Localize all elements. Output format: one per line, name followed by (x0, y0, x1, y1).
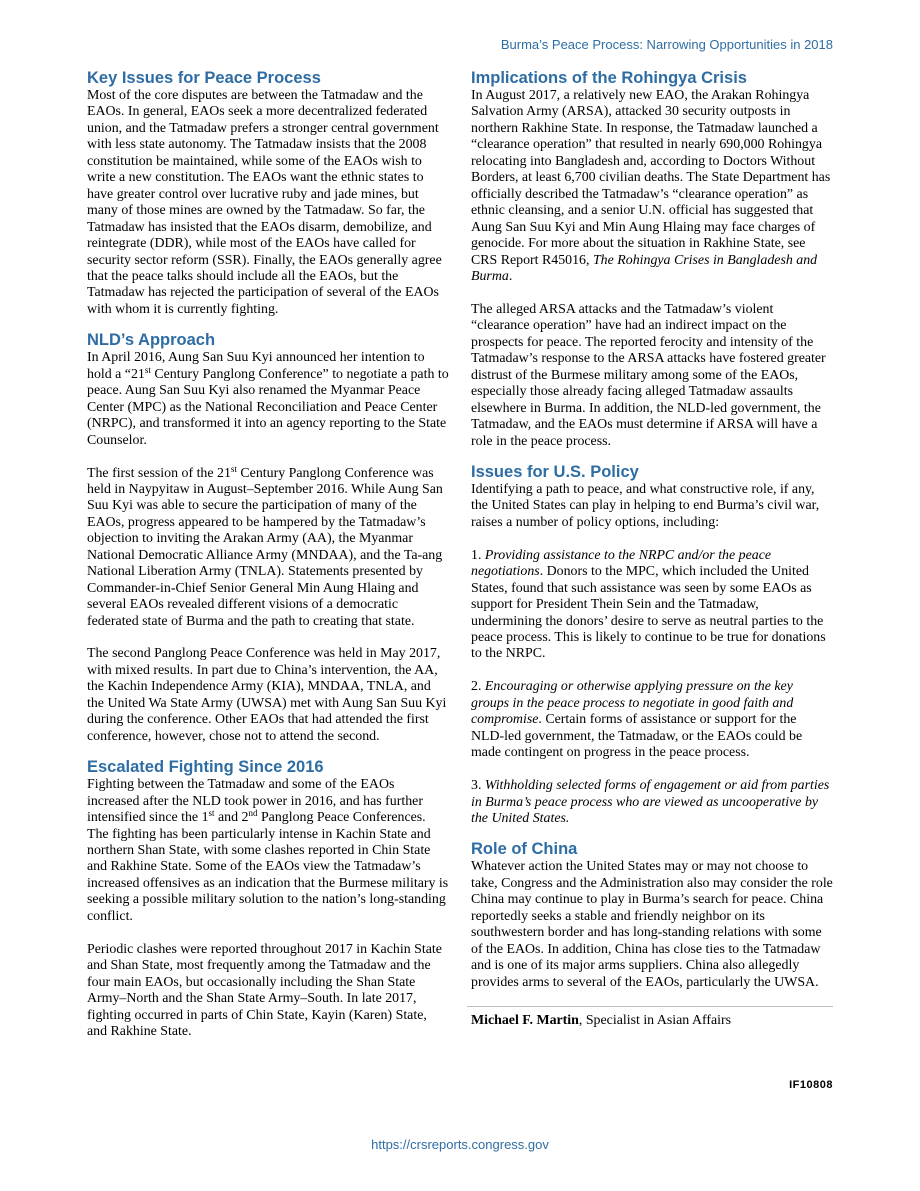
heading-role-of-china: Role of China (471, 840, 578, 859)
author-signature (471, 1013, 833, 1029)
china-paragraph: Whatever action the United States may or may not choose to take, Congress and the Administration also may consider the role China may continue to play in Burma’s search for peace. China reportedly seeks a stable and friendly neighbor on its southwestern border and has long-standing relations with some of the EAOs. In addition, China has close ties to the Tatmadaw and is one of its major arms suppliers. China also allegedly provides arms to several of the EAOs, particularly the UWSA. (471, 859, 833, 990)
author-name: Michael F. Martin (471, 1013, 579, 1029)
rohingya-paragraph-1: In August 2017, a relatively new EAO, the Arakan Rohingya Salvation Army (ARSA), attacked 30 security outposts in northern Rakhine State. In response, the Tatmadaw launched a “clearance operation” that resulted in nearly 690,000 Rohingya relocating into Bangladesh and, according to Doctors Without Borders, at least 6,700 civilian deaths. The State Department has officially described the Tatmadaw’s “clearance operation” as ethnic cleansing, and a senior U.N. official has suggested that Aung San Suu Kyi and Min Aung Hlaing may face charges of genocide. For more about the situation in Rakhine State, see CRS Report R45016, The Rohingya Crises in Bangladesh and Burma. (471, 88, 831, 284)
section-nld-approach (87, 330, 449, 745)
policy-option-1: 1. Providing assistance to the NRPC and/or the peace negotiations. Donors to the MPC, which included the United States, found that such assistance was seen by some EAOs as support for President Thein Sein and the Tatmadaw, undermining the donors’ desire to serve as neutral parties to the peace process. This is likely to continue to be true for donations to the NRPC. (471, 547, 826, 662)
heading-nld-approach: NLD’s Approach (87, 331, 216, 350)
section-rohingya (471, 68, 833, 450)
nld-paragraph-2: The first session of the 21st Century Panglong Conference was held in Naypyitaw in August–September 2016. While Aung San Suu Kyi was able to secure the participation of many of the EAOs, progress appeared to be hampered by the Tatmadaw’s objection to inviting the Arakan Army (AA), the Myanmar National Democratic Alliance Army (MNDAA), and the Ta-ang National Liberation Army (TNLA). Statements presented by Commander-in-Chief Senior General Min Aung Hlaing and several EAOs revealed different visions of a democratic federated state of Burma and the path to creating that state. (87, 463, 443, 629)
crs-report-title: The Rohingya Crises in Bangladesh and Burma (471, 252, 818, 284)
section-escalated-fighting (87, 757, 449, 1040)
policy-intro: Identifying a path to peace, and what constructive role, if any, the United States can play in helping to end Burma’s civil war, raises a number of policy options, including: (471, 481, 820, 530)
fighting-paragraph-1: Fighting between the Tatmadaw and some of the EAOs increased after the NLD took power in 2016, and has further intensified since the 1st and 2nd Panglong Peace Conferences. The fighting has been particularly intense in Kachin State and northern Shan State, with some clashes reported in Chin State and Rakhine State. Some of the EAOs view the Tatmadaw’s increased offensives as an indication that the Burmese military is seeking a possible military solution to the nation’s long-standing conflict. (87, 777, 449, 924)
fighting-paragraph-2: Periodic clashes were reported throughout 2017 in Kachin State and Shan State, most frequently among the Tatmadaw and the four main EAOs, but occasionally including the Shan State Army–North and the Shan State Army–South. In late 2017, fighting occurred in parts of Chin State, Kayin (Karen) State, and Rakhine State. (87, 941, 442, 1039)
heading-escalated-fighting: Escalated Fighting Since 2016 (87, 758, 324, 777)
document-id: IF10808 (789, 1079, 833, 1091)
nld-paragraph-3: The second Panglong Peace Conference was held in May 2017, with mixed results. In part due to China’s intervention, the AA, the Kachin Independence Army (KIA), MNDAA, TNLA, and the United Wa State Army (UWSA) met with Aung San Suu Kyi during the conference. Other EAOs that had attended the first conference, however, chose not to attend the second. (87, 646, 447, 744)
section-role-of-china (471, 839, 833, 991)
heading-us-policy: Issues for U.S. Policy (471, 462, 639, 481)
policy-option-3: 3. Withholding selected forms of engagement or aid from parties in Burma’s peace process who are viewed as uncooperative by the United States. (471, 778, 830, 826)
key-issues-paragraph: Most of the core disputes are between the Tatmadaw and the EAOs. In general, EAOs seek a more decentralized federated union, and the Tatmadaw prefers a stronger central government with less state autonomy. The Tatmadaw insists that the 2008 constitution be maintained, while some of the EAOs wish to write a new constitution. The EAOs want the ethnic states to have greater control over lucrative ruby and jade mines, but many of those mines are owned by the Tatmadaw. So far, the Tatmadaw has insisted that the EAOs disarm, demobilize, and reintegrate (DDR), while most of the EAOs have called for security sector reform (SSR). Finally, the EAOs generally agree that the peace talks should include all the EAOs, but the Tatmadaw has rejected the participation of several of the EAOs with whom it is currently fighting. (87, 88, 442, 317)
footer-link[interactable]: https://crsreports.congress.gov (371, 1137, 549, 1152)
right-column (471, 68, 833, 1030)
author-title: , Specialist in Asian Affairs (578, 1013, 732, 1029)
author-divider (467, 1006, 833, 1007)
heading-rohingya: Implications of the Rohingya Crisis (471, 69, 747, 87)
nld-paragraph-1: In April 2016, Aung San Suu Kyi announced her intention to hold a “21st Century Panglong Conference” to negotiate a path to peace. Aung San Suu Kyi also renamed the Myanmar Peace Center (MPC) as the National Reconciliation and Peace Center (NRPC), and transformed it into an agency reporting to the State Counselor. (87, 350, 449, 448)
section-key-issues (87, 68, 449, 318)
left-column (87, 68, 449, 1040)
policy-option-2: 2. Encouraging or otherwise applying pressure on the key groups in the peace process to negotiate in good faith and compromise. Certain forms of assistance or support for the NLD-led government, the Tatmadaw, or the EAOs could be made contingent on progress in the peace process. (471, 679, 803, 761)
heading-key-issues: Key Issues for Peace Process (87, 69, 321, 87)
section-us-policy (471, 462, 833, 827)
running-header-title: Burma’s Peace Process: Narrowing Opportunities in 2018 (500, 37, 833, 52)
rohingya-paragraph-2: The alleged ARSA attacks and the Tatmadaw’s violent “clearance operation” have had an indirect impact on the prospects for peace. The reported ferocity and intensity of the Tatmadaw’s response to the ARSA attacks have fostered greater distrust of the Burmese military among some of the EAOs, especially those already facing alleged Tatmadaw assaults elsewhere in Burma. In addition, the NLD-led government, the Tatmadaw, and the EAOs must determine if ARSA will have a role in the peace process. (471, 301, 826, 449)
